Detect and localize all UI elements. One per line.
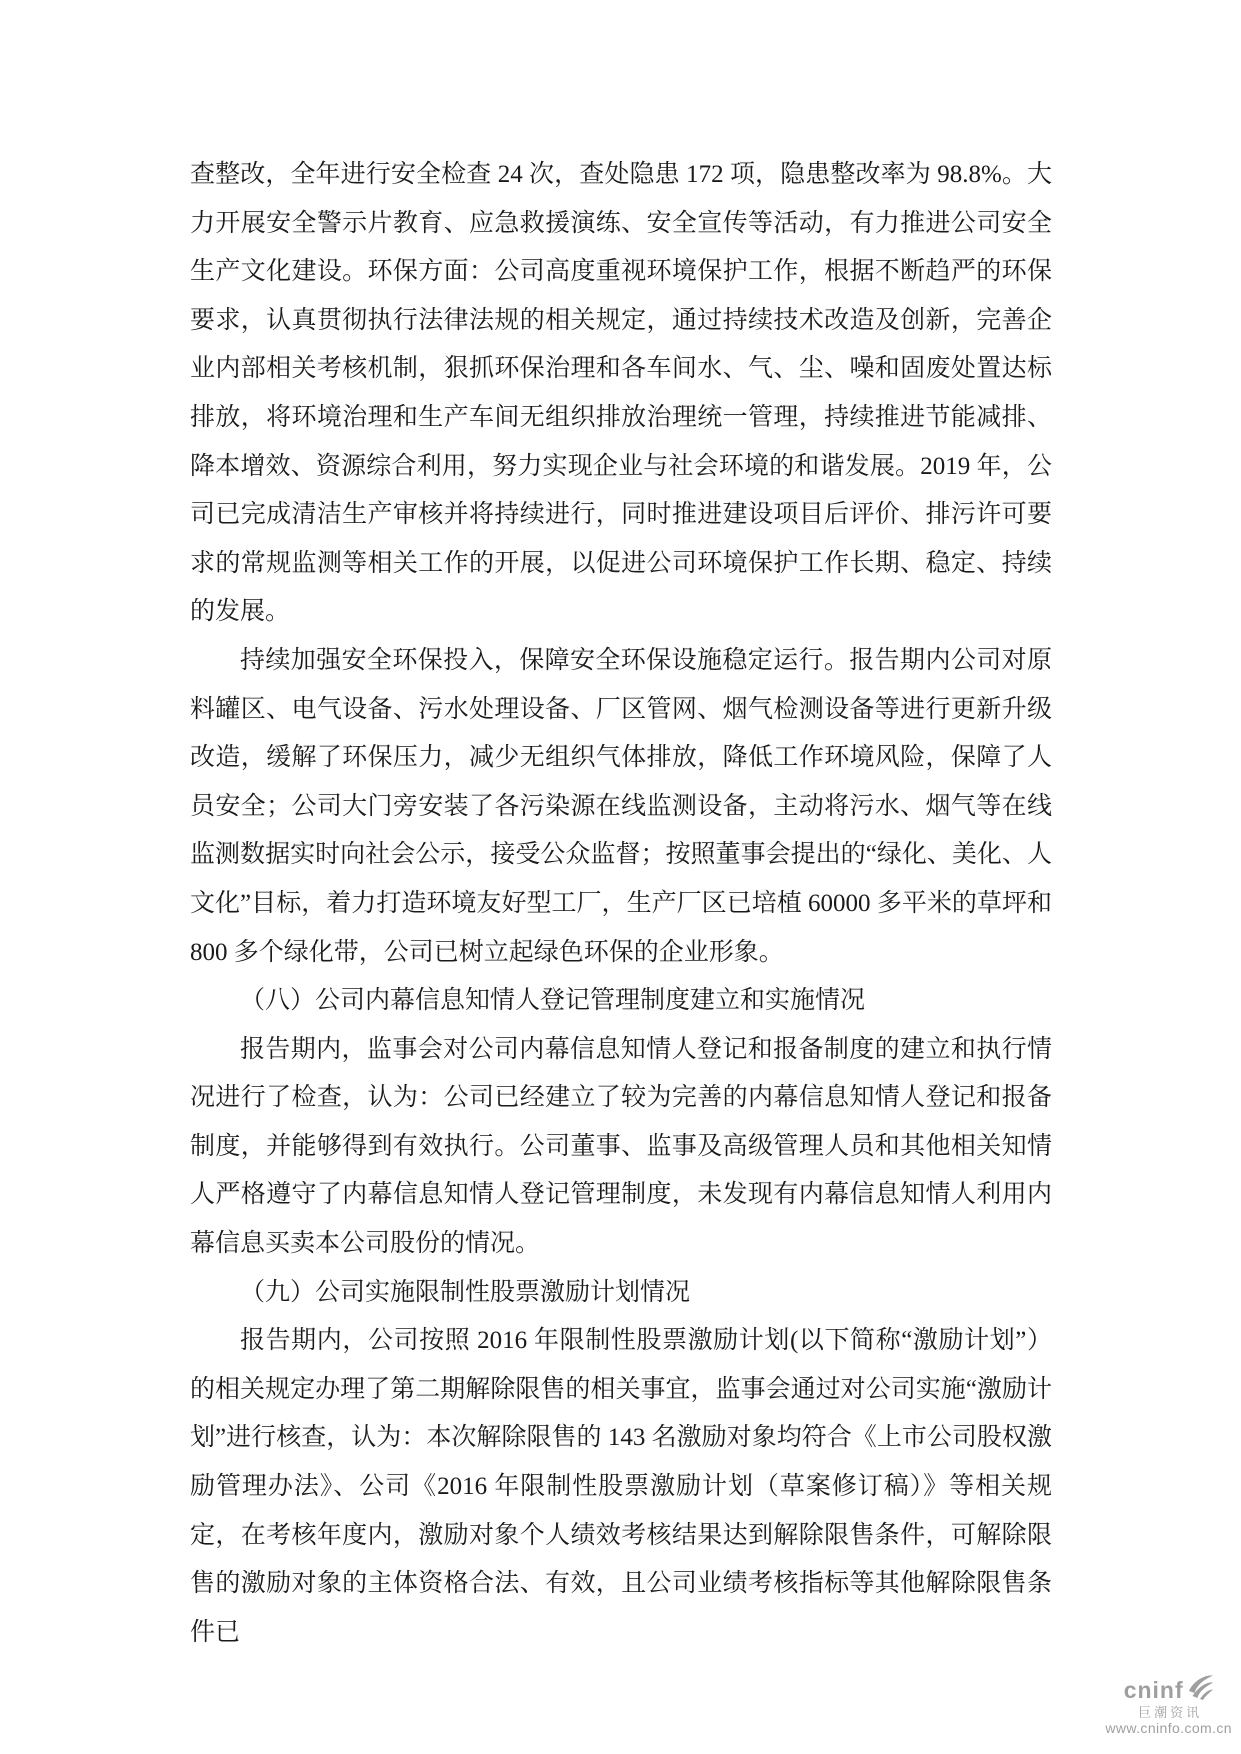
section-heading-9: （九）公司实施限制性股票激励计划情况 (240, 1278, 691, 1306)
paragraph-insider-registration: 报告期内，监事会对公司内幕信息知情人登记和报备制度的建立和执行情况进行了检查，认为：公司已经建立了较为完善的内幕信息知情人登记和报备制度，并能够得到有效执行。公司董事、监事及高级管理人员和其他相关知情人严格遵守了内幕信息知情人登记管理制度，未发现有内幕信息知情人利用内幕信息买卖本公司股份的情况。 (190, 1035, 1052, 1258)
paragraph-equity-incentive-plan: 报告期内，公司按照 2016 年限制性股票激励计划(以下简称“激励计划”）的相关规定办理了第二期解除限售的相关事宜，监事会通过对公司实施“激励计划”进行核查，认为：本次解除限售的 143 名激励对象均符合《上市公司股权激励管理办法》、公司《2016 年限制性股票激励计划（草案修订稿）》等相关规定，在考核年度内，激励对象个人绩效考核结果达到解除限售条件，可解除限售的激励对象的主体资格合法、有效，且公司业绩考核指标等其他解除限售条件已 (190, 1327, 1052, 1646)
cninfo-swirl-icon (1187, 1673, 1214, 1704)
cninfo-brand-text: cninf (1123, 1676, 1184, 1703)
cninfo-brand-row (1124, 1676, 1214, 1704)
document-body (190, 151, 1052, 1657)
cninfo-logo (1105, 1676, 1232, 1735)
section-heading-8: （八）公司内幕信息知情人登记管理制度建立和实施情况 (240, 987, 866, 1015)
cninfo-url: www.cninfo.com.cn (1105, 1720, 1232, 1736)
paragraph-continuation: 查整改，全年进行安全检查 24 次，查处隐患 172 项，隐患整改率为 98.8%。大力开展安全警示片教育、应急救援演练、安全宣传等活动，有力推进公司安全生产文化建设。环保方面：公司高度重视环境保护工作，根据不断趋严的环保要求，认真贯彻执行法律法规的相关规定，通过持续技术改造及创新，完善企业内部相关考核机制，狠抓环保治理和各车间水、气、尘、噪和固废处置达标排放，将环境治理和生产车间无组织排放治理统一管理，持续推进节能减排、降本增效、资源综合利用，努力实现企业与社会环境的和谐发展。2019 年，公司已完成清洁生产审核并将持续进行，同时推进建设项目后评价、排污许可要求的常规监测等相关工作的开展，以促进公司环境保护工作长期、稳定、持续的发展。 (190, 161, 1052, 626)
paragraph-safety-environment-investment: 持续加强安全环保投入，保障安全环保设施稳定运行。报告期内公司对原料罐区、电气设备、污水处理设备、厂区管网、烟气检测设备等进行更新升级改造，缓解了环保压力，减少无组织气体排放，降低工作环境风险，保障了人员安全；公司大门旁安装了各污染源在线监测设备，主动将污水、烟气等在线监测数据实时向社会公示，接受公众监督；按照董事会提出的“绿化、美化、人文化”目标，着力打造环境友好型工厂，生产厂区已培植 60000 多平米的草坪和 800 多个绿化带，公司已树立起绿色环保的企业形象。 (190, 646, 1052, 966)
cninfo-chinese-name: 巨潮资讯 (1138, 1705, 1203, 1720)
